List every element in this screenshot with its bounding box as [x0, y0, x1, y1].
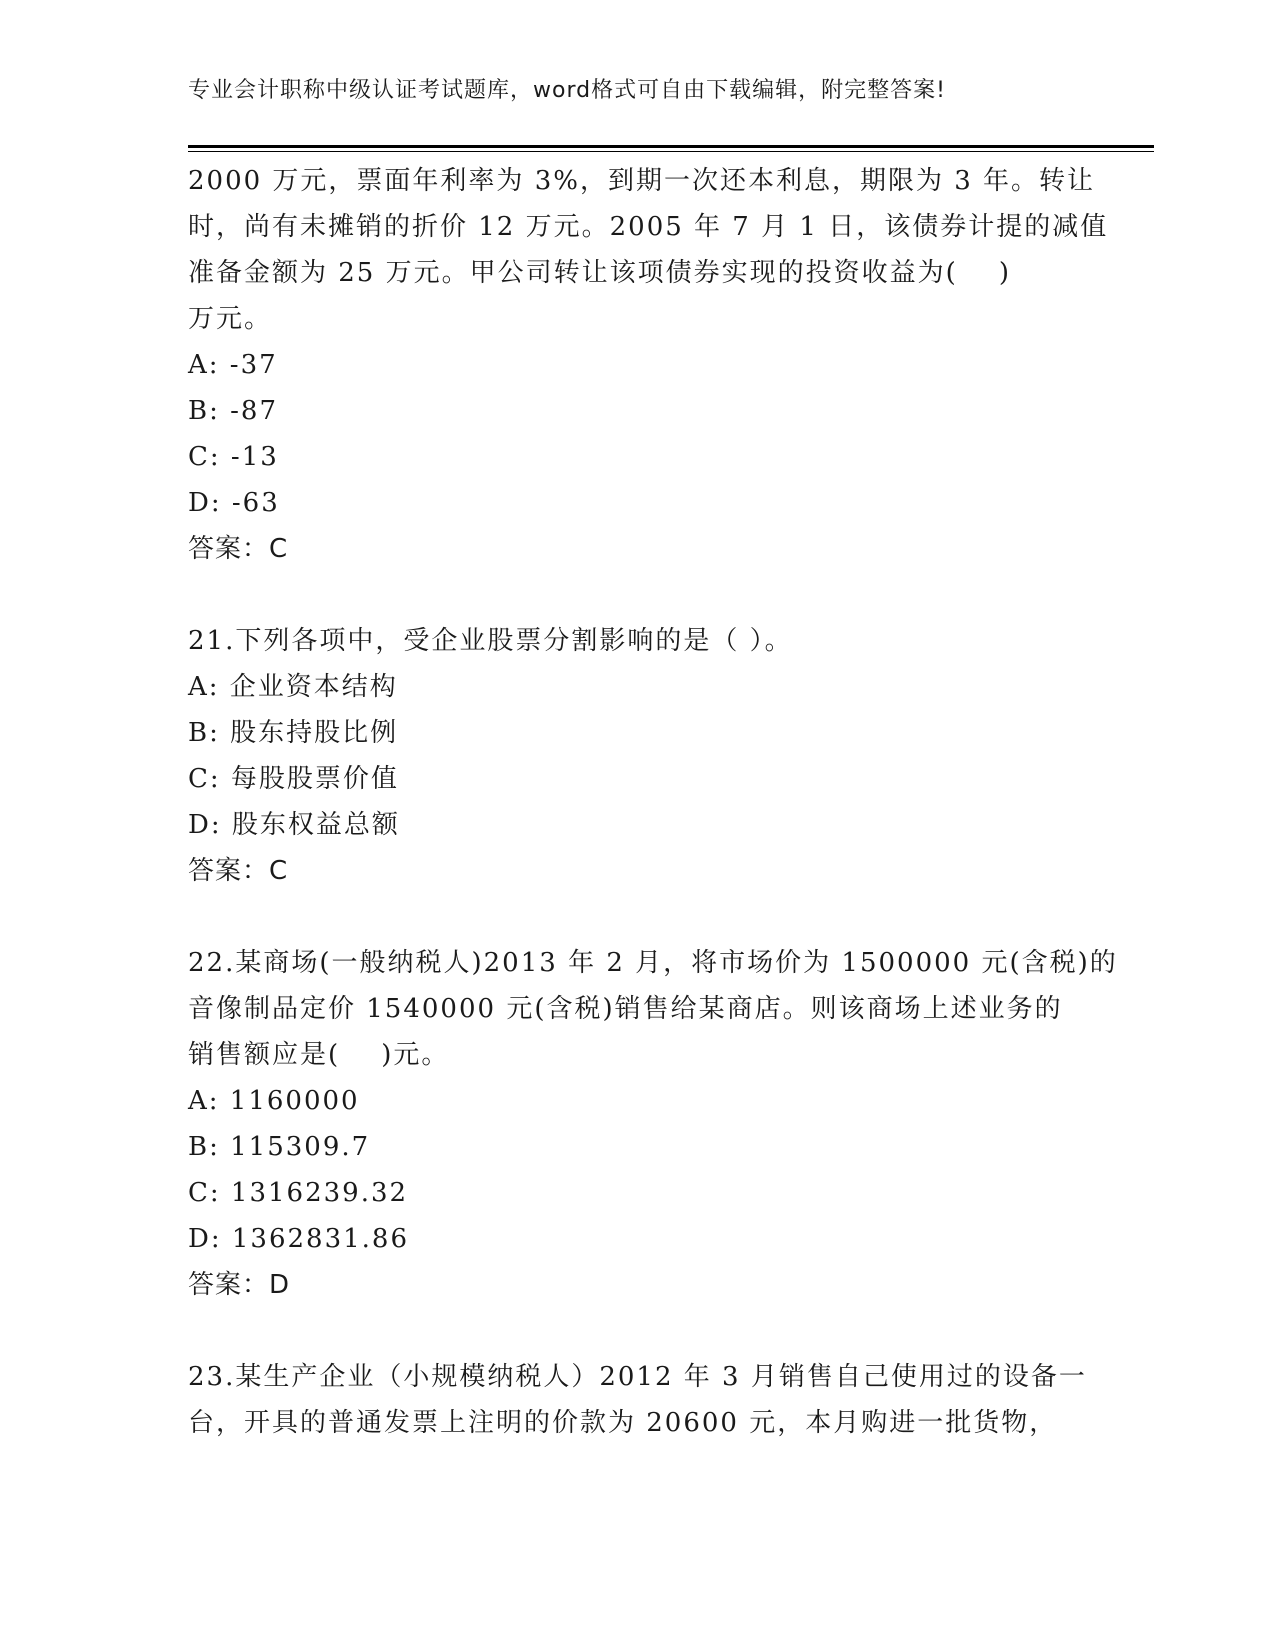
document-body: [188, 158, 1118, 1446]
answer: 答案：C: [188, 534, 289, 564]
page-header: 专业会计职称中级认证考试题库，word格式可自由下载编辑，附完整答案!: [188, 78, 946, 103]
question-text-line: 准备金额为 25 万元。甲公司转让该项债券实现的投资收益为( ): [188, 258, 1011, 288]
answer: 答案：D: [188, 1270, 291, 1300]
option-c: C: -13: [188, 442, 279, 472]
header-rule-thick: [188, 145, 1154, 148]
option-b: B: 股东持股比例: [188, 718, 399, 748]
question-text-line: 23.某生产企业（小规模纳税人）2012 年 3 月销售自己使用过的设备一: [188, 1362, 1087, 1392]
question-text-line: 万元。: [188, 304, 273, 334]
option-a: A: 企业资本结构: [188, 672, 398, 702]
option-b: B: 115309.7: [188, 1132, 371, 1162]
option-c: C: 每股股票价值: [188, 764, 399, 794]
question-text-line: 台，开具的普通发票上注明的价款为 20600 元，本月购进一批货物，: [188, 1408, 1058, 1438]
spacer: [188, 1308, 1088, 1354]
option-d: D: 股东权益总额: [188, 810, 400, 840]
option-a: A: 1160000: [188, 1086, 360, 1116]
spacer: [188, 572, 1088, 618]
option-b: B: -87: [188, 396, 278, 426]
spacer: [188, 894, 1088, 940]
option-d: D: 1362831.86: [188, 1224, 410, 1254]
question-text-line: 2000 万元，票面年利率为 3%，到期一次还本利息，期限为 3 年。转让: [188, 166, 1096, 196]
question-22: [188, 940, 1118, 1308]
question-text-line: 音像制品定价 1540000 元(含税)销售给某商店。则该商场上述业务的: [188, 994, 1063, 1024]
question-text-line: 销售额应是( )元。: [188, 1040, 450, 1070]
header-rule-thin: [188, 151, 1154, 152]
question-23: [188, 1354, 1088, 1446]
option-a: A: -37: [188, 350, 278, 380]
question-20: [188, 158, 1109, 572]
question-21: [188, 618, 1088, 894]
option-d: D: -63: [188, 488, 280, 518]
question-text-line: 21.下列各项中，受企业股票分割影响的是（ ）。: [188, 626, 793, 656]
answer: 答案：C: [188, 856, 289, 886]
option-c: C: 1316239.32: [188, 1178, 409, 1208]
question-text-line: 22.某商场(一般纳税人)2013 年 2 月，将市场价为 1500000 元(含税)的: [188, 948, 1118, 978]
question-text-line: 时，尚有未摊销的折价 12 万元。2005 年 7 月 1 日，该债券计提的减值: [188, 212, 1109, 242]
